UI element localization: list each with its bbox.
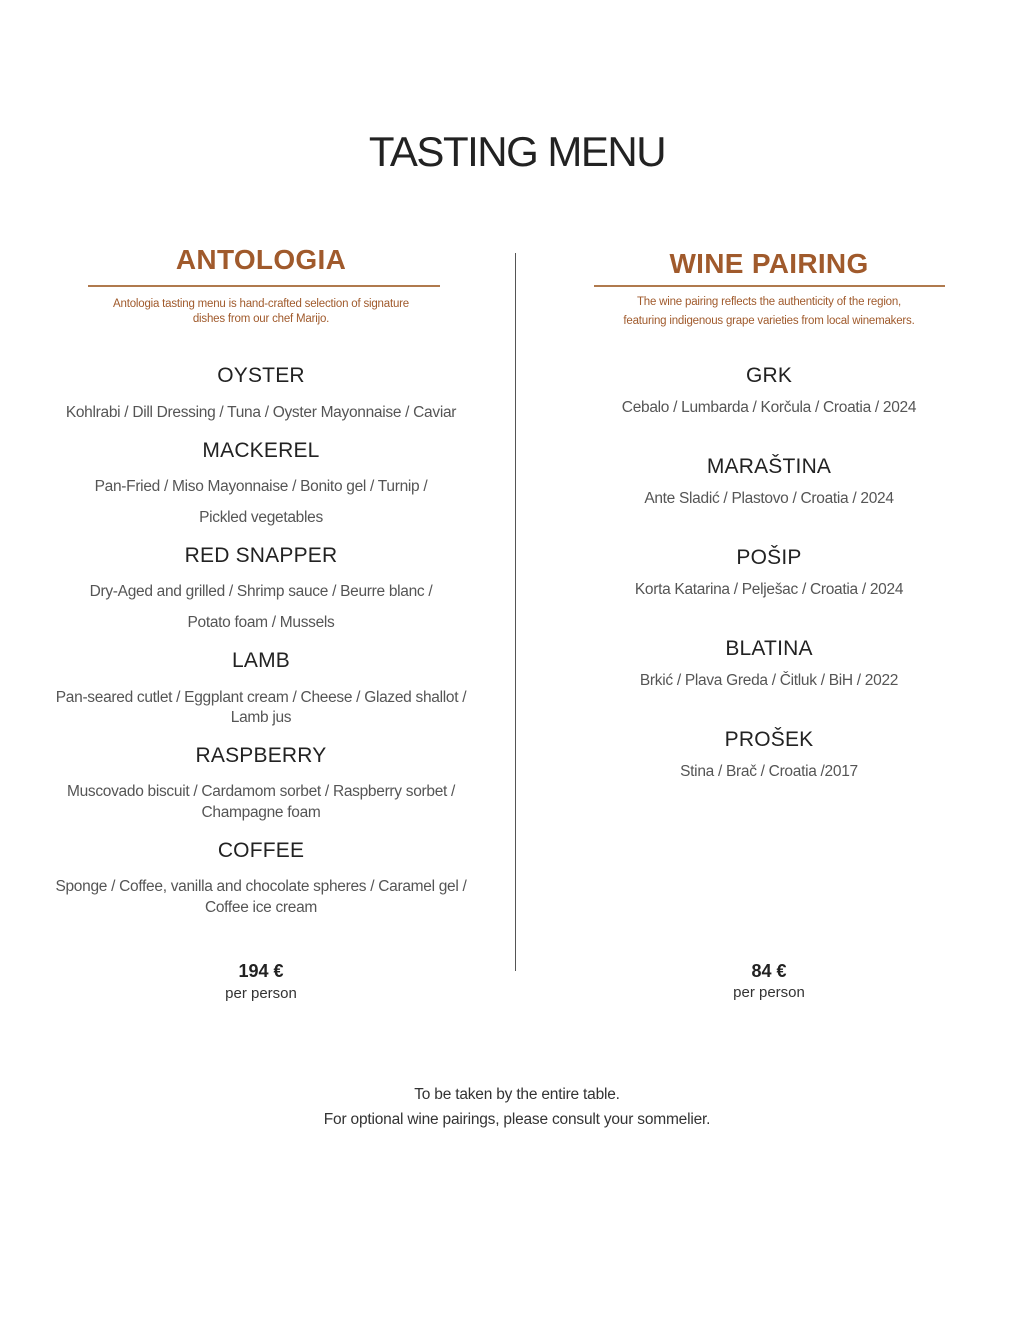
dish-description-coffee-line-2: Coffee ice cream xyxy=(204,899,318,916)
dish-description-red-snapper-line-1: Dry-Aged and grilled / Shrimp sauce / Beurre blanc / xyxy=(89,583,433,600)
wine-name-prosek: PROŠEK xyxy=(724,728,814,751)
footer-note-line-1: To be taken by the entire table. xyxy=(414,1086,620,1103)
dish-description-lamb-line-1: Pan-seared cutlet / Eggplant cream / Cheese / Glazed shallot / xyxy=(55,689,467,706)
wine-pairing-price: 84 € xyxy=(751,961,787,981)
antologia-price: 194 € xyxy=(238,961,284,981)
wine-detail-grk: Cebalo / Lumbarda / Korčula / Croatia / 2024 xyxy=(621,399,917,416)
dish-name-raspberry: RASPBERRY xyxy=(195,744,327,767)
dish-description-raspberry-line-1: Muscovado biscuit / Cardamom sorbet / Raspberry sorbet / xyxy=(66,783,456,800)
footer-note-line-2: For optional wine pairings, please consult your sommelier. xyxy=(323,1111,711,1128)
page-title: TASTING MENU xyxy=(368,128,666,175)
dish-name-coffee: COFFEE xyxy=(217,839,305,862)
dish-description-oyster: Kohlrabi / Dill Dressing / Tuna / Oyster Mayonnaise / Caviar xyxy=(65,404,457,421)
dish-name-oyster: OYSTER xyxy=(217,364,305,387)
wine-detail-prosek: Stina / Brač / Croatia /2017 xyxy=(680,763,858,780)
dish-description-mackerel-line-1: Pan-Fried / Miso Mayonnaise / Bonito gel / Turnip / xyxy=(94,478,428,495)
wine-detail-posip: Korta Katarina / Pelješac / Croatia / 2024 xyxy=(634,581,904,598)
dish-name-red-snapper: RED SNAPPER xyxy=(184,544,338,567)
antologia-title: ANTOLOGIA xyxy=(175,244,347,275)
wine-detail-blatina: Brkić / Plava Greda / Čitluk / BiH / 2022 xyxy=(639,672,899,689)
wine-name-grk: GRK xyxy=(745,364,793,387)
antologia-description-line-1: Antologia tasting menu is hand-crafted selection of signature xyxy=(113,298,409,310)
dish-description-lamb-line-2: Lamb jus xyxy=(230,709,292,726)
antologia-per-person: per person xyxy=(225,985,297,1002)
wine-pairing-title: WINE PAIRING xyxy=(669,248,869,279)
dish-name-mackerel: MACKEREL xyxy=(202,439,320,462)
antologia-description-line-2: dishes from our chef Marijo. xyxy=(192,313,330,325)
wine-pairing-description-line-2: featuring indigenous grape varieties from local winemakers. xyxy=(623,315,915,327)
wine-name-marastina: MARAŠTINA xyxy=(706,455,832,478)
wine-pairing-per-person: per person xyxy=(733,984,805,1001)
dish-description-coffee-line-1: Sponge / Coffee, vanilla and chocolate spheres / Caramel gel / xyxy=(55,878,467,895)
column-divider xyxy=(515,253,516,971)
dish-description-raspberry-line-2: Champagne foam xyxy=(201,804,321,821)
wine-pairing-description-line-1: The wine pairing reflects the authenticity of the region, xyxy=(636,296,902,308)
dish-description-red-snapper-line-2: Potato foam / Mussels xyxy=(187,614,335,631)
dish-name-lamb: LAMB xyxy=(232,649,290,672)
dish-description-mackerel-line-2: Pickled vegetables xyxy=(199,509,323,526)
antologia-title-rule xyxy=(88,285,440,287)
wine-name-posip: POŠIP xyxy=(736,546,802,569)
wine-detail-marastina: Ante Sladić / Plastovo / Croatia / 2024 xyxy=(644,490,894,507)
wine-name-blatina: BLATINA xyxy=(725,637,813,660)
wine-pairing-title-rule xyxy=(594,285,945,287)
